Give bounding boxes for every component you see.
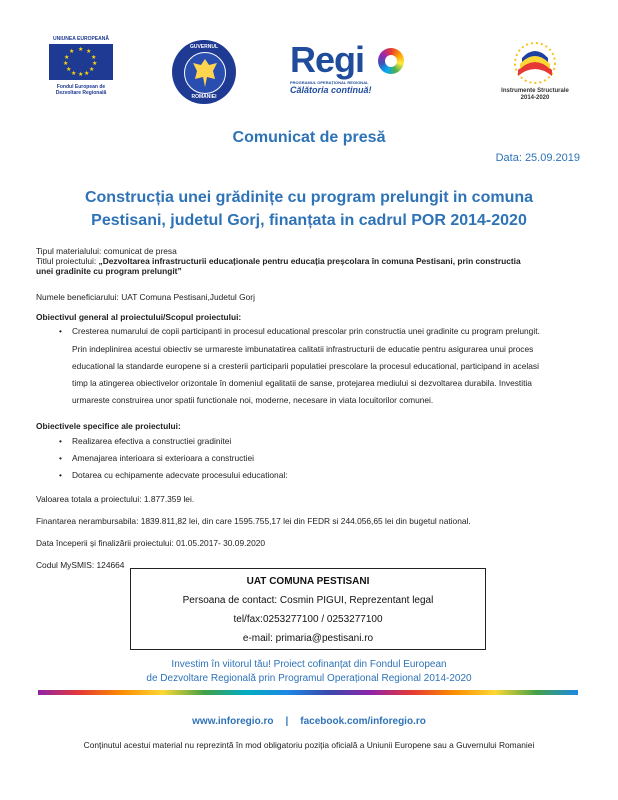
bullet-icon: • xyxy=(59,470,62,480)
specific-objectives-heading: Obiectivele specifice ale proiectului: xyxy=(36,421,181,431)
structural-instruments-logo xyxy=(480,34,590,114)
project-title-value: „Dezvoltarea infrastructurii educaționale pentru educația preșcolara în comuna Pestisani, prin constructia xyxy=(96,256,521,266)
contact-phone: tel/fax:0253277100 / 0253277100 xyxy=(233,614,383,625)
romanian-government-seal-icon xyxy=(172,40,236,104)
regio-subtitle: PROGRAMUL OPERAȚIONAL REGIONAL xyxy=(290,80,369,85)
bullet-icon: • xyxy=(59,453,62,463)
project-title-line2: Pestisani, judetul Gorj, finanțata in cadrul POR 2014-2020 xyxy=(91,212,527,229)
project-title-value-line2: unei gradinite cu program prelungit” xyxy=(36,266,182,276)
cofinancing-line1: Investim în viitorul tău! Proiect cofinanțat din Fondul European xyxy=(171,659,447,670)
cofinancing-line2: de Dezvoltare Regională prin Programul Operațional Regional 2014-2020 xyxy=(146,673,472,684)
general-objective-line: timp la atingerea obiectivelor orizontale în domeniul egalitatii de sanse, protejarea mediului si dezvoltarea durabila. Investitia xyxy=(72,378,532,388)
contact-person: Persoana de contact: Cosmin PIGUI, Reprezentant legal xyxy=(182,595,434,606)
regio-ring-icon xyxy=(378,48,404,74)
general-objective-heading: Obiectivul general al proiectului/Scopul proiectului: xyxy=(36,312,242,322)
specific-objectives-list xyxy=(36,436,584,486)
facebook-link[interactable]: facebook.com/inforegio.ro xyxy=(300,716,426,727)
regio-logo xyxy=(290,39,410,108)
structural-instruments-star-icon xyxy=(512,40,558,86)
general-objective-line: Cresterea numarului de copii participanti in procesul educational prescolar prin constructia unei gradinite cu program prelungit. xyxy=(72,326,540,336)
press-release-date: Data: 25.09.2019 xyxy=(495,152,580,164)
general-objective-line: educational la standarde europene si a cresterii participarii populatiei prescolare la procesul educational, participand in acelasi xyxy=(72,361,539,371)
general-objective-line: Prin indeplinirea acestui obiectiv se urmareste imbunatatirea calitatii infrastructurii de educatie pentru asigurarea unui proces xyxy=(72,344,534,354)
page-title: Comunicat de presă xyxy=(232,129,386,146)
contact-email: e-mail: primaria@pestisani.ro xyxy=(242,633,374,644)
structural-instruments-years: 2014-2020 xyxy=(520,95,550,101)
specific-objective-item: Amenajarea interioara si exterioara a constructiei xyxy=(72,453,255,463)
gov-seal-bottom-text: ROMÂNIEI xyxy=(191,94,217,100)
contact-org: UAT COMUNA PESTISANI xyxy=(246,576,370,587)
regio-wordmark: Regi xyxy=(290,39,365,80)
structural-instruments-title: Instrumente Structurale xyxy=(501,88,569,94)
material-type: Tipul materialului: comunicat de presa xyxy=(36,246,177,256)
inforegio-link[interactable]: www.inforegio.ro xyxy=(192,716,274,727)
eu-logo-bottom-line2: Dezvoltare Regională xyxy=(55,90,107,96)
specific-objective-item: Realizarea efectiva a constructiei gradinitei xyxy=(72,436,232,446)
mysmis-code: Codul MySMIS: 124664 xyxy=(36,560,125,570)
eu-logo xyxy=(44,36,118,96)
logo-row xyxy=(0,34,618,114)
eu-logo-bottom-line1: Fondul European de xyxy=(56,84,106,90)
eu-logo-bottom-text xyxy=(44,84,118,96)
project-dates: Data începerii și finalizării proiectului: 01.05.2017- 30.09.2020 xyxy=(36,538,266,548)
eu-logo-top-text: UNIUNEA EUROPEANĂ xyxy=(53,36,109,42)
beneficiary: Numele beneficiarului: UAT Comuna Pestisani,Judetul Gorj xyxy=(36,292,255,302)
project-title-heading xyxy=(0,186,618,232)
project-title-line1: Construcția unei grădinițe cu program prelungit in comuna xyxy=(84,189,534,206)
bullet-icon: • xyxy=(59,326,62,336)
disclaimer: Conținutul acestui material nu reprezintă în mod obligatoriu poziția oficială a Uniunii Europene sau a Guvernului Romaniei xyxy=(83,740,535,750)
rainbow-divider xyxy=(38,690,578,695)
footer-links xyxy=(0,716,618,727)
project-title-row xyxy=(36,256,584,266)
gov-seal-top-text: GUVERNUL xyxy=(189,44,219,50)
cofinancing-statement xyxy=(0,658,618,686)
link-separator: | xyxy=(285,716,289,727)
general-objective-line: urmareste construirea unor spatii functionale noi, moderne, necesare in viata locuitorilor comunei. xyxy=(72,395,434,405)
gov-seal-eagle-icon xyxy=(184,52,226,94)
total-value: Valoarea totala a proiectului: 1.877.359 lei. xyxy=(36,494,195,504)
project-title-label: Titlul proiectului: xyxy=(36,256,97,266)
regio-slogan: Călătoria continuă! xyxy=(290,85,372,95)
specific-objective-item: Dotarea cu echipamente adecvate procesului educational: xyxy=(72,470,288,480)
funding: Finantarea nerambursabila: 1839.811,82 lei, din care 1595.755,17 lei din FEDR si 244.056,65 lei din bugetul national. xyxy=(36,516,471,526)
bullet-icon: • xyxy=(59,436,62,446)
general-objective-list xyxy=(36,326,584,406)
contact-box xyxy=(130,568,486,650)
eu-flag-icon: ★ ★ ★ ★ ★ ★ ★ ★ ★ ★ ★ ★ xyxy=(49,44,113,80)
